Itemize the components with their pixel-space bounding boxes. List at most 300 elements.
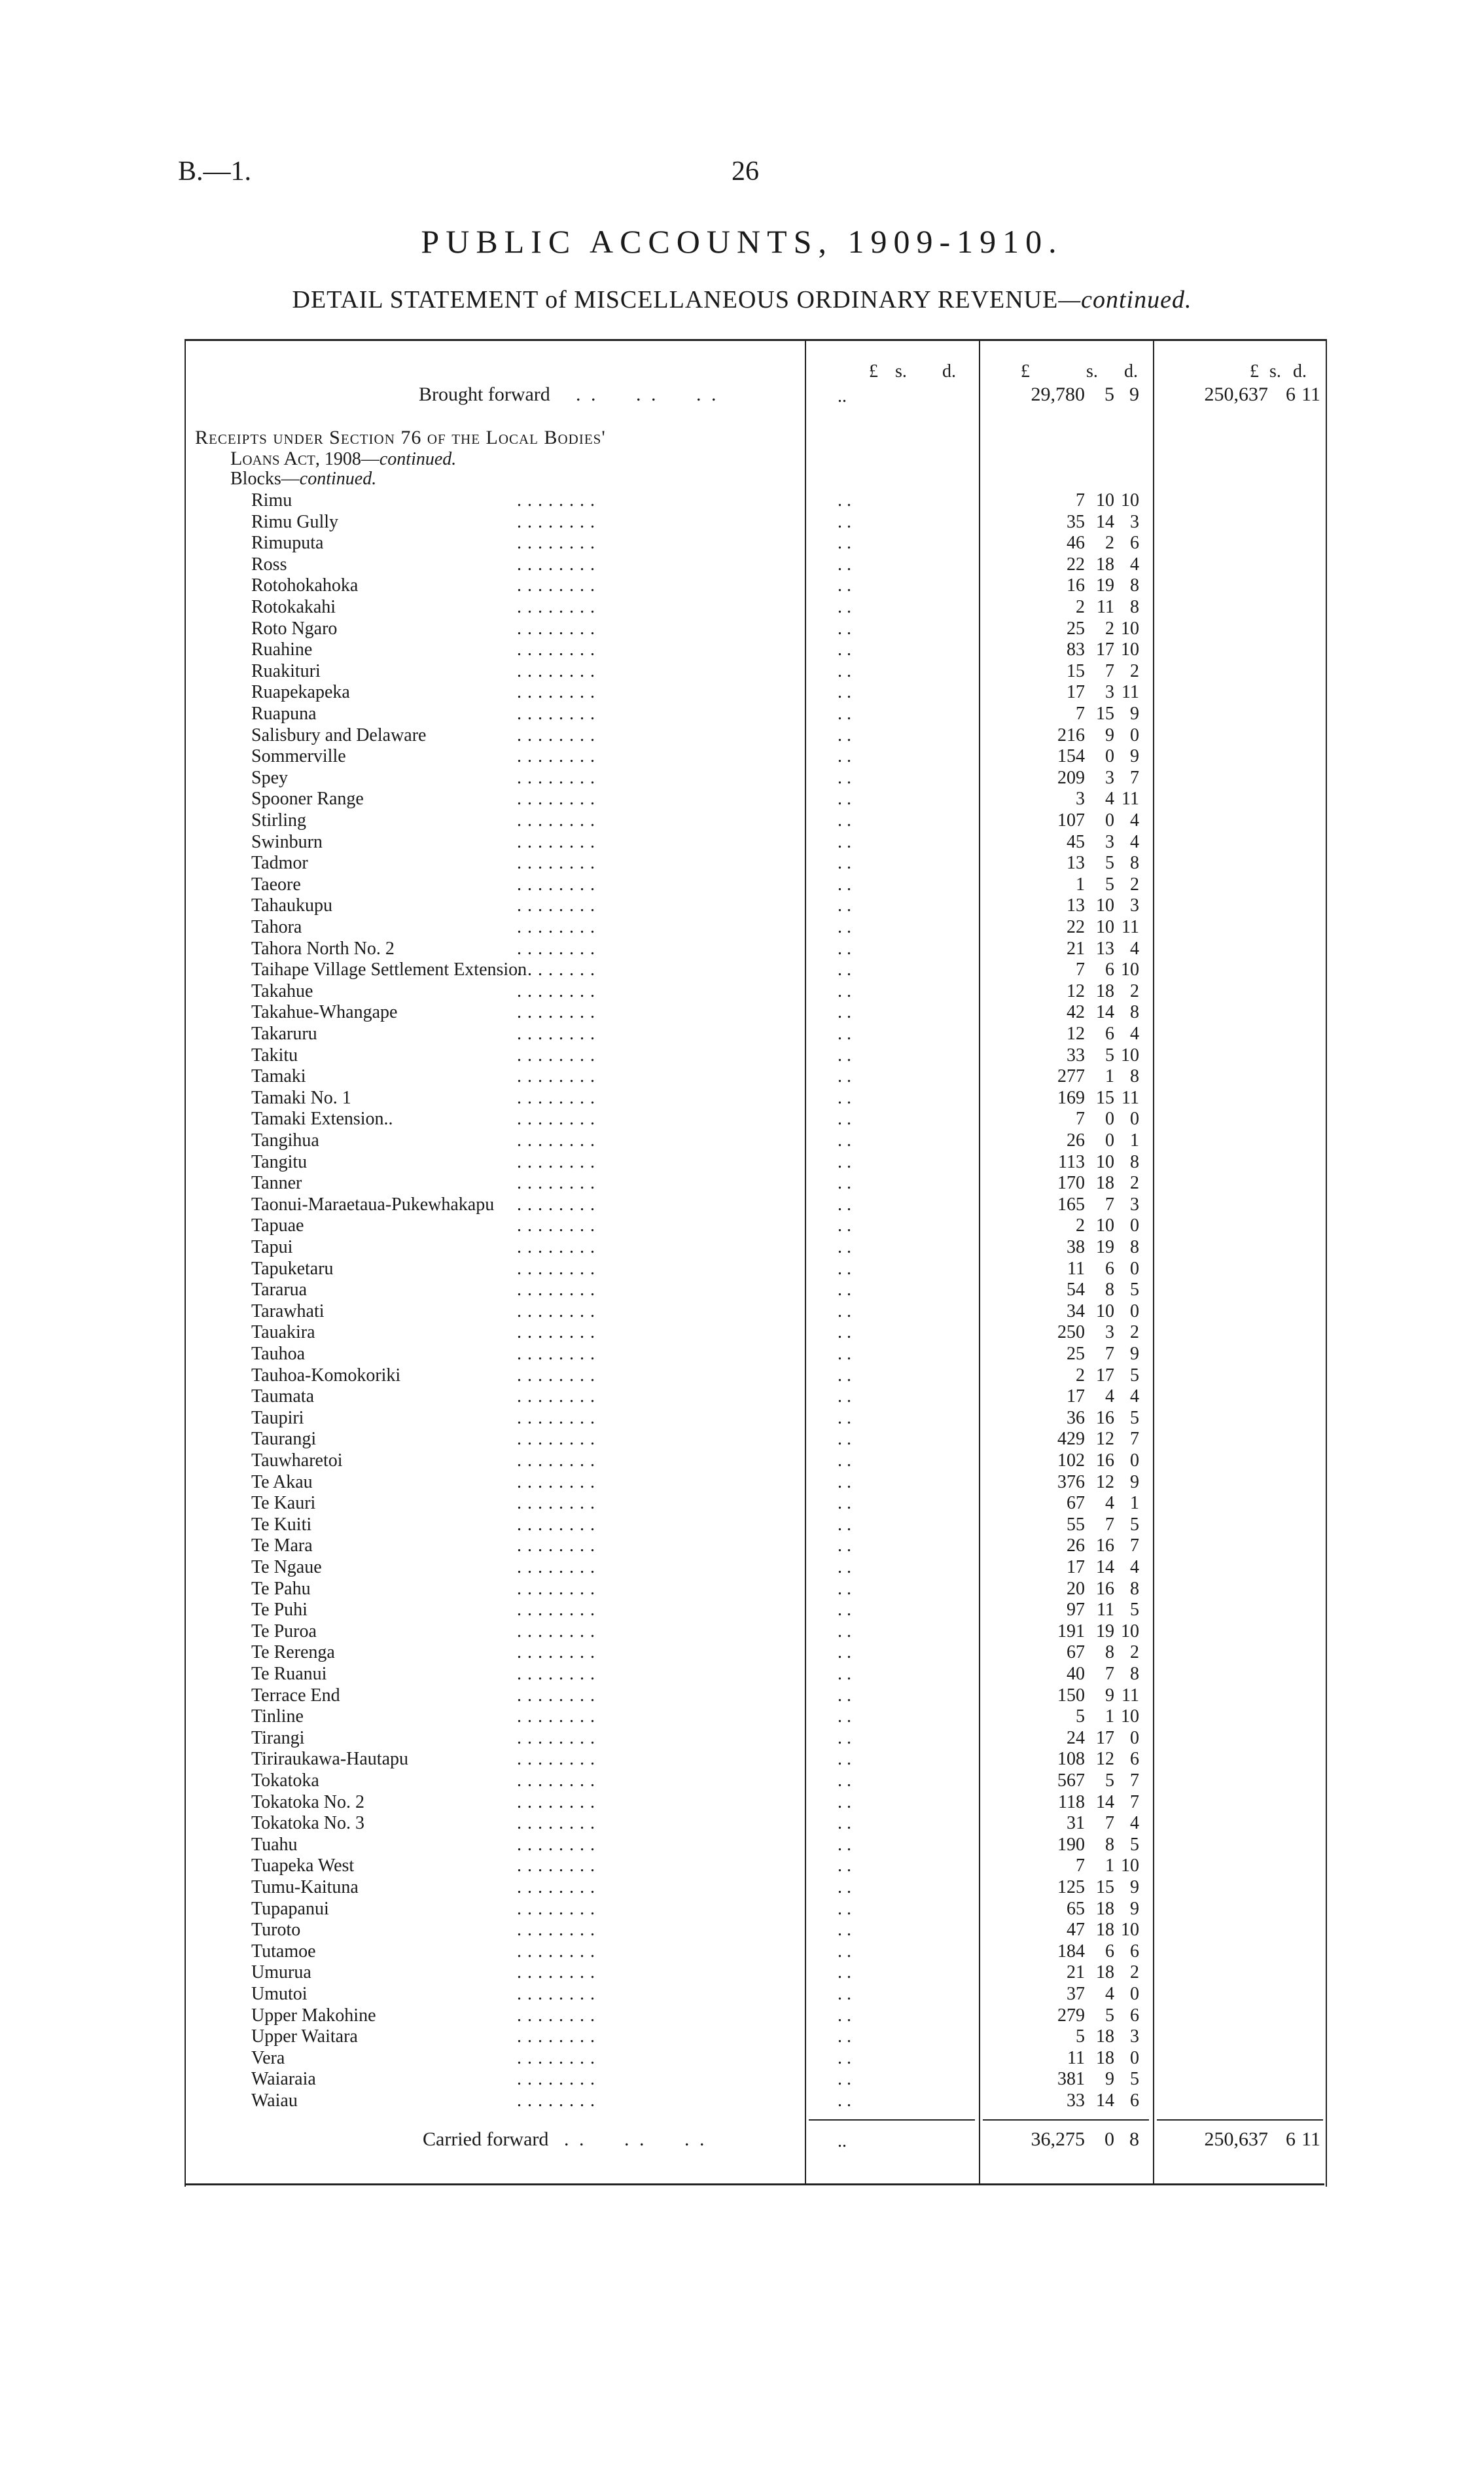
- amount-shillings: 18: [1096, 1962, 1114, 1983]
- column1-leader-dots: . .: [838, 1407, 851, 1428]
- block-name: Tirangi: [251, 1727, 305, 1748]
- table-row: [0, 1663, 1484, 1685]
- leader-dots: . . . . . . . .: [517, 1685, 595, 1706]
- leader-dots: . . . . . . . .: [517, 1493, 595, 1514]
- amount-pence: 6: [1130, 1749, 1139, 1770]
- table-row: [0, 1599, 1484, 1621]
- carried-forward-col2-shillings: 0: [1104, 2128, 1114, 2150]
- amount-shillings: 6: [1105, 1941, 1114, 1962]
- amount-pence: 9: [1130, 1344, 1139, 1364]
- brought-forward-col2-pence: 9: [1129, 384, 1139, 405]
- column1-leader-dots: . .: [838, 1557, 851, 1577]
- amount-shillings: 18: [1096, 980, 1114, 1001]
- column1-leader-dots: . .: [838, 1344, 851, 1364]
- amount-pounds: 67: [1067, 1642, 1085, 1663]
- column1-leader-dots: . .: [838, 1194, 851, 1215]
- amount-shillings: 12: [1096, 1471, 1114, 1492]
- table-row: [0, 554, 1484, 575]
- blocks-heading: [230, 469, 376, 490]
- amount-shillings: 15: [1096, 1877, 1114, 1897]
- amount-pounds: 97: [1067, 1600, 1085, 1621]
- col3-total-rule: [1157, 2119, 1323, 2121]
- leader-dots: . . . . . . . .: [517, 1194, 595, 1215]
- block-name: Tokatoka No. 2: [251, 1791, 365, 1812]
- amount-shillings: 1: [1105, 1706, 1114, 1727]
- amount-pounds: 165: [1057, 1194, 1085, 1215]
- amount-pounds: 24: [1067, 1727, 1085, 1748]
- leader-dots: . . . . . . . .: [517, 1621, 595, 1641]
- amount-pounds: 12: [1067, 1024, 1085, 1044]
- amount-shillings: 8: [1105, 1834, 1114, 1855]
- leader-dots: . . . . . . . .: [517, 874, 595, 895]
- block-name: Umutoi: [251, 1984, 308, 2004]
- amount-shillings: 16: [1096, 1578, 1114, 1599]
- amount-pounds: 42: [1067, 1002, 1085, 1023]
- column1-leader-dots: . .: [838, 1045, 851, 1066]
- subtitle-continued: —continued.: [1058, 286, 1192, 314]
- amount-pence: 10: [1121, 1706, 1139, 1727]
- amount-pence: 10: [1121, 959, 1139, 980]
- amount-shillings: 6: [1105, 1024, 1114, 1044]
- amount-shillings: 4: [1105, 1984, 1114, 2004]
- block-name: Tahaukupu: [251, 895, 333, 916]
- block-name: Tamaki: [251, 1066, 306, 1087]
- block-name: Tauakira: [251, 1322, 315, 1343]
- leader-dots: . . . . . . . .: [517, 639, 595, 660]
- block-name: Tahora North No. 2: [251, 938, 395, 959]
- column1-leader-dots: . .: [838, 810, 851, 831]
- leader-dots: . . . . . . . .: [517, 533, 595, 554]
- amount-pounds: 13: [1067, 895, 1085, 916]
- amount-pence: 3: [1130, 1194, 1139, 1215]
- block-name: Tapui: [251, 1237, 293, 1257]
- blocks-continued: continued.: [299, 469, 377, 489]
- section-heading: [195, 427, 606, 449]
- amount-pounds: 567: [1057, 1770, 1085, 1791]
- column1-leader-dots: . .: [838, 1535, 851, 1556]
- column1-leader-dots: . .: [838, 639, 851, 660]
- column1-leader-dots: . .: [838, 1877, 851, 1897]
- amount-pounds: 184: [1057, 1941, 1085, 1962]
- table-row: [0, 1535, 1484, 1556]
- leader-dots: . . . . . . . .: [517, 2090, 595, 2111]
- col1-shilling-header: s.: [895, 361, 907, 382]
- amount-pence: 8: [1130, 597, 1139, 617]
- table-row: [0, 1983, 1484, 2005]
- amount-shillings: 7: [1105, 1514, 1114, 1535]
- amount-shillings: 6: [1105, 959, 1114, 980]
- leader-dots: . . . . . . . .: [517, 1471, 595, 1492]
- column1-leader-dots: . .: [838, 1450, 851, 1471]
- block-name: Tahora: [251, 917, 302, 937]
- amount-pence: 0: [1130, 725, 1139, 745]
- amount-pence: 10: [1121, 1045, 1139, 1066]
- amount-pence: 10: [1121, 1920, 1139, 1941]
- col2-total-rule: [983, 2119, 1149, 2121]
- amount-pence: 2: [1130, 660, 1139, 681]
- col2-shilling-header: s.: [1086, 361, 1098, 382]
- leader-dots: . . . . . . . .: [517, 1727, 595, 1748]
- table-row: [0, 1791, 1484, 1813]
- column1-leader-dots: . .: [838, 1280, 851, 1300]
- block-name: Tanner: [251, 1173, 302, 1194]
- amount-pence: 2: [1130, 1322, 1139, 1343]
- amount-shillings: 18: [1096, 2047, 1114, 2068]
- leader-dots: . . . . . . . .: [517, 575, 595, 596]
- amount-pence: 8: [1130, 1002, 1139, 1023]
- column1-leader-dots: . .: [838, 1493, 851, 1514]
- amount-shillings: 1: [1105, 1066, 1114, 1087]
- table-row: [0, 1279, 1484, 1300]
- column1-leader-dots: . .: [838, 533, 851, 554]
- amount-pence: 10: [1121, 639, 1139, 660]
- amount-shillings: 18: [1096, 554, 1114, 575]
- amount-pence: 8: [1130, 1578, 1139, 1599]
- table-row: [0, 1172, 1484, 1194]
- amount-pence: 9: [1130, 704, 1139, 724]
- column1-leader-dots: . .: [838, 1471, 851, 1492]
- column1-leader-dots: . .: [838, 511, 851, 532]
- blocks-label: Blocks—: [230, 469, 300, 489]
- amount-shillings: 7: [1105, 660, 1114, 681]
- amount-shillings: 3: [1105, 682, 1114, 703]
- leader-dots: . . . . . . . .: [517, 2047, 595, 2068]
- block-name: Tangihua: [251, 1130, 319, 1151]
- carried-forward-leader: . . . . . .: [564, 2128, 707, 2150]
- leader-dots: . . . . . . . .: [517, 1962, 595, 1983]
- column1-leader-dots: . .: [838, 980, 851, 1001]
- table-row: [0, 852, 1484, 874]
- table-row: [0, 1151, 1484, 1173]
- table-row: [0, 1450, 1484, 1471]
- amount-shillings: 14: [1096, 2090, 1114, 2111]
- amount-pence: 10: [1121, 1621, 1139, 1641]
- amount-shillings: 4: [1105, 789, 1114, 810]
- table-row: [0, 1578, 1484, 1600]
- amount-pounds: 46: [1067, 533, 1085, 554]
- leader-dots: . . . . . . . .: [517, 789, 595, 810]
- amount-pounds: 21: [1067, 938, 1085, 959]
- amount-pence: 5: [1130, 1834, 1139, 1855]
- amount-shillings: 7: [1105, 1344, 1114, 1364]
- page-title: PUBLIC ACCOUNTS, 1909-1910.: [421, 223, 1063, 260]
- brought-forward-col3-shillings: 6: [1286, 384, 1296, 405]
- amount-pence: 8: [1130, 1237, 1139, 1257]
- block-name: Tapuae: [251, 1215, 304, 1236]
- block-name: Takitu: [251, 1045, 298, 1066]
- leader-dots: . . . . . . . .: [517, 1258, 595, 1279]
- table-row: [0, 1130, 1484, 1151]
- column1-leader-dots: . .: [838, 959, 851, 980]
- table-row: [0, 2005, 1484, 2026]
- column1-leader-dots: . .: [838, 1151, 851, 1172]
- col3-pound-header: £: [1250, 361, 1259, 382]
- amount-pence: 6: [1130, 533, 1139, 554]
- section-continued: continued.: [379, 449, 457, 469]
- amount-pounds: 55: [1067, 1514, 1085, 1535]
- amount-pence: 8: [1130, 575, 1139, 596]
- amount-shillings: 7: [1105, 1813, 1114, 1834]
- amount-pounds: 2: [1076, 1215, 1085, 1236]
- column1-leader-dots: . .: [838, 725, 851, 745]
- table-row: [0, 1386, 1484, 1407]
- block-name: Ruakituri: [251, 660, 321, 681]
- leader-dots: . . . . . . . .: [517, 1322, 595, 1343]
- column1-leader-dots: . .: [838, 1898, 851, 1919]
- table-row: [0, 2090, 1484, 2111]
- table-row: [0, 1023, 1484, 1045]
- amount-shillings: 14: [1096, 1002, 1114, 1023]
- amount-pence: 4: [1130, 938, 1139, 959]
- block-name: Tokatoka No. 3: [251, 1813, 365, 1834]
- table-row: [0, 2068, 1484, 2090]
- amount-shillings: 12: [1096, 1749, 1114, 1770]
- leader-dots: . . . . . . . .: [517, 554, 595, 575]
- column1-leader-dots: . .: [838, 1685, 851, 1706]
- column1-leader-dots: . .: [838, 938, 851, 959]
- leader-dots: . . . . . . . .: [517, 1749, 595, 1770]
- leader-dots: . . . . . . . .: [517, 660, 595, 681]
- column1-leader-dots: . .: [838, 1578, 851, 1599]
- column1-leader-dots: . .: [838, 1066, 851, 1087]
- column1-leader-dots: . .: [838, 1087, 851, 1108]
- block-name: Takaruru: [251, 1024, 317, 1044]
- amount-pence: 7: [1130, 1429, 1139, 1450]
- block-name: Upper Waitara: [251, 2026, 358, 2047]
- column1-leader-dots: . .: [838, 2047, 851, 2068]
- column1-leader-dots: . .: [838, 2005, 851, 2026]
- amount-pounds: 209: [1057, 767, 1085, 788]
- block-name: Tauwharetoi: [251, 1450, 343, 1471]
- amount-pounds: 22: [1067, 554, 1085, 575]
- amount-pounds: 150: [1057, 1685, 1085, 1706]
- column1-leader-dots: . .: [838, 597, 851, 617]
- amount-shillings: 16: [1096, 1535, 1114, 1556]
- leader-dots: . . . . . . . .: [517, 1984, 595, 2004]
- amount-pence: 6: [1130, 2090, 1139, 2111]
- block-name: Spooner Range: [251, 789, 364, 810]
- column1-leader-dots: . .: [838, 1109, 851, 1130]
- amount-shillings: 9: [1105, 2069, 1114, 2090]
- column1-leader-dots: . .: [838, 490, 851, 511]
- amount-pounds: 102: [1057, 1450, 1085, 1471]
- amount-pence: 3: [1130, 2026, 1139, 2047]
- table-row: [0, 1407, 1484, 1429]
- amount-pounds: 47: [1067, 1920, 1085, 1941]
- amount-pence: 9: [1130, 1898, 1139, 1919]
- amount-shillings: 16: [1096, 1407, 1114, 1428]
- block-name: Takahue-Whangape: [251, 1002, 398, 1023]
- block-name: Tangitu: [251, 1151, 308, 1172]
- amount-pounds: 7: [1076, 959, 1085, 980]
- amount-pounds: 26: [1067, 1535, 1085, 1556]
- column1-leader-dots: . .: [838, 1941, 851, 1962]
- block-name: Tinline: [251, 1706, 304, 1727]
- table-row: [0, 1514, 1484, 1535]
- leader-dots: . . . . . . . .: [517, 1770, 595, 1791]
- table-row: [0, 1194, 1484, 1215]
- amount-pence: 11: [1122, 682, 1139, 703]
- column1-leader-dots: . .: [838, 1258, 851, 1279]
- block-name: Waiau: [251, 2090, 298, 2111]
- table-row: [0, 980, 1484, 1002]
- column1-leader-dots: . .: [838, 917, 851, 937]
- table-row: [0, 1215, 1484, 1236]
- amount-pounds: 38: [1067, 1237, 1085, 1257]
- brought-forward-leader: . . . . . .: [576, 384, 719, 405]
- block-name: Tiriraukawa-Hautapu: [251, 1749, 409, 1770]
- table-row: [0, 1941, 1484, 1962]
- amount-shillings: 17: [1096, 1365, 1114, 1386]
- amount-shillings: 18: [1096, 1898, 1114, 1919]
- amount-pence: 5: [1130, 2069, 1139, 2090]
- table-row: [0, 1641, 1484, 1663]
- leader-dots: . . . . . . . .: [517, 831, 595, 852]
- table-row: [0, 831, 1484, 853]
- amount-shillings: 7: [1105, 1664, 1114, 1684]
- leader-dots: . . . . . . . .: [517, 1664, 595, 1684]
- amount-pounds: 16: [1067, 575, 1085, 596]
- leader-dots: . . . . . . . .: [517, 2005, 595, 2026]
- amount-pounds: 7: [1076, 1856, 1085, 1876]
- table-row: [0, 745, 1484, 767]
- column1-leader-dots: . .: [838, 704, 851, 724]
- table-row: [0, 1919, 1484, 1941]
- column1-leader-dots: . .: [838, 831, 851, 852]
- amount-pounds: 17: [1067, 1386, 1085, 1407]
- table-row: [0, 767, 1484, 789]
- section-act-year: , 1908—: [315, 449, 380, 469]
- amount-pence: 8: [1130, 1664, 1139, 1684]
- leader-dots: . . . . . . . .: [517, 1237, 595, 1257]
- table-row: [0, 1876, 1484, 1898]
- page-subtitle: [0, 285, 1484, 314]
- amount-pence: 5: [1130, 1280, 1139, 1300]
- col2-pound-header: £: [1021, 361, 1030, 382]
- amount-pounds: 83: [1067, 639, 1085, 660]
- amount-pence: 6: [1130, 2005, 1139, 2026]
- column1-leader-dots: . .: [838, 1386, 851, 1407]
- amount-pence: 1: [1130, 1493, 1139, 1514]
- table-row: [0, 1428, 1484, 1450]
- amount-shillings: 9: [1105, 725, 1114, 745]
- block-name: Taonui-Maraetaua-Pukewhakapu: [251, 1194, 495, 1215]
- leader-dots: . . . . . . . .: [517, 597, 595, 617]
- table-row: [0, 1812, 1484, 1834]
- amount-pounds: 118: [1058, 1791, 1085, 1812]
- block-name: Te Rerenga: [251, 1642, 335, 1663]
- column1-leader-dots: . .: [838, 789, 851, 810]
- amount-pounds: 17: [1067, 1557, 1085, 1577]
- amount-pounds: 15: [1067, 660, 1085, 681]
- carried-forward-col2-pounds: 36,275: [1031, 2128, 1085, 2150]
- table-row: [0, 1748, 1484, 1770]
- amount-pounds: 107: [1057, 810, 1085, 831]
- amount-pounds: 12: [1067, 980, 1085, 1001]
- block-name: Rotokakahi: [251, 597, 336, 617]
- subtitle-main: DETAIL STATEMENT of MISCELLANEOUS ORDINARY REVENUE: [292, 286, 1059, 314]
- amount-pounds: 11: [1067, 1258, 1085, 1279]
- amount-pence: 4: [1130, 1813, 1139, 1834]
- table-row: [0, 1898, 1484, 1920]
- leader-dots: . . . . . . . .: [517, 725, 595, 745]
- table-row: [0, 618, 1484, 639]
- amount-shillings: 11: [1097, 1600, 1114, 1621]
- leader-dots: . . . . . . . .: [517, 1024, 595, 1044]
- amount-pounds: 279: [1057, 2005, 1085, 2026]
- leader-dots: . . . . . . . .: [517, 1791, 595, 1812]
- block-name: Tamaki Extension..: [251, 1109, 393, 1130]
- block-name: Tamaki No. 1: [251, 1087, 351, 1108]
- amount-pounds: 22: [1067, 917, 1085, 937]
- amount-pounds: 154: [1057, 746, 1085, 767]
- column1-leader-dots: . .: [838, 2090, 851, 2111]
- amount-pounds: 429: [1057, 1429, 1085, 1450]
- amount-pence: 7: [1130, 1791, 1139, 1812]
- amount-pence: 2: [1130, 1173, 1139, 1194]
- block-name: Tumu-Kaituna: [251, 1877, 359, 1897]
- column1-leader-dots: . .: [838, 1621, 851, 1641]
- column1-leader-dots: . .: [838, 554, 851, 575]
- leader-dots: . . . . . . . .: [517, 1429, 595, 1450]
- leader-dots: . . . . . . . .: [517, 1706, 595, 1727]
- amount-shillings: 0: [1105, 1109, 1114, 1130]
- amount-shillings: 18: [1096, 1920, 1114, 1941]
- amount-pounds: 37: [1067, 1984, 1085, 2004]
- amount-pounds: 25: [1067, 1344, 1085, 1364]
- amount-pence: 2: [1130, 1642, 1139, 1663]
- amount-pounds: 376: [1057, 1471, 1085, 1492]
- block-name: Tuahu: [251, 1834, 298, 1855]
- amount-shillings: 3: [1105, 767, 1114, 788]
- leader-dots: . . . . . . . .: [517, 767, 595, 788]
- amount-pounds: 34: [1067, 1300, 1085, 1321]
- amount-shillings: 5: [1105, 874, 1114, 895]
- amount-pounds: 125: [1057, 1877, 1085, 1897]
- amount-pence: 2: [1130, 874, 1139, 895]
- table-row: [0, 1962, 1484, 1983]
- amount-shillings: 4: [1105, 1386, 1114, 1407]
- column1-leader-dots: . .: [838, 1600, 851, 1621]
- amount-shillings: 14: [1096, 1791, 1114, 1812]
- amount-shillings: 7: [1105, 1194, 1114, 1215]
- column1-leader-dots: . .: [838, 1024, 851, 1044]
- col3-shilling-header: s.: [1269, 361, 1281, 382]
- carried-forward-col3-pounds: 250,637: [1204, 2128, 1268, 2150]
- page-number: 26: [732, 156, 759, 187]
- amount-pounds: 381: [1057, 2069, 1085, 2090]
- block-name: Umurua: [251, 1962, 311, 1983]
- amount-pence: 10: [1121, 618, 1139, 639]
- leader-dots: . . . . . . . .: [517, 2026, 595, 2047]
- table-row: [0, 1685, 1484, 1706]
- column1-leader-dots: . .: [838, 1237, 851, 1257]
- amount-shillings: 3: [1105, 1322, 1114, 1343]
- amount-pence: 0: [1130, 2047, 1139, 2068]
- block-name: Taupiri: [251, 1407, 304, 1428]
- leader-dots: . . . . . . . .: [517, 1642, 595, 1663]
- amount-shillings: 19: [1096, 1237, 1114, 1257]
- leader-dots: . . . . . . . .: [517, 1045, 595, 1066]
- block-name: Sommerville: [251, 746, 346, 767]
- document-reference: B.—1.: [178, 156, 252, 187]
- amount-pence: 5: [1130, 1514, 1139, 1535]
- leader-dots: . . . . . . . .: [517, 1535, 595, 1556]
- block-name: Rimu: [251, 490, 292, 511]
- amount-shillings: 15: [1096, 1087, 1114, 1108]
- amount-shillings: 19: [1096, 1621, 1114, 1641]
- block-name: Ruapekapeka: [251, 682, 350, 703]
